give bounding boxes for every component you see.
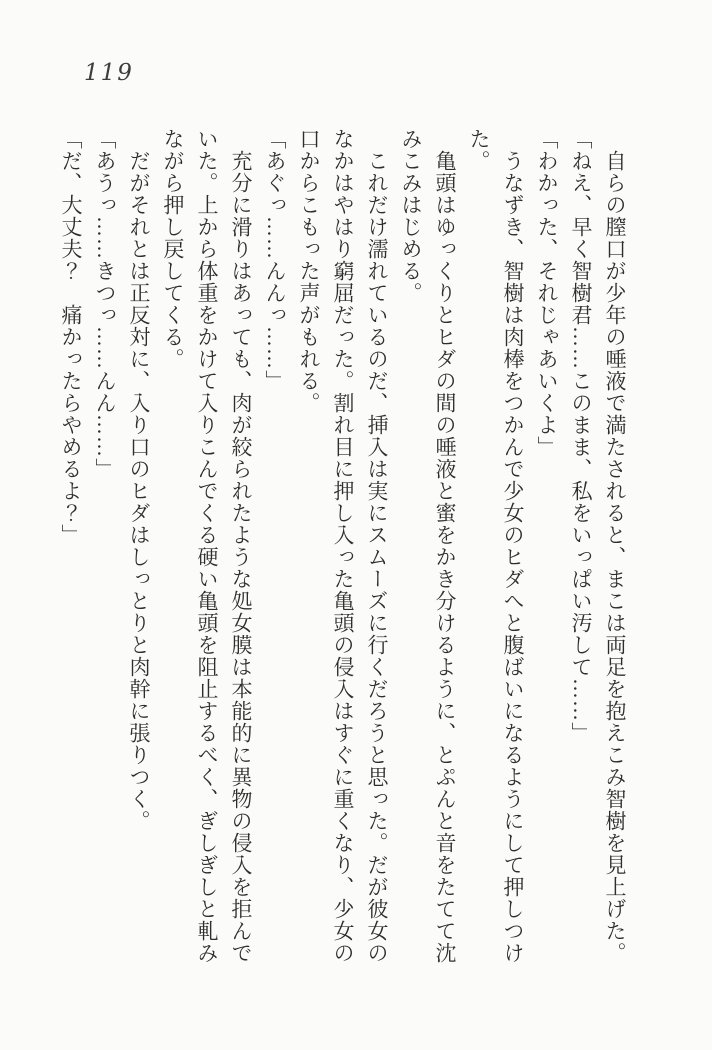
page-number: 119 bbox=[84, 60, 134, 86]
text-line: た。 bbox=[467, 128, 491, 172]
text-line: 「だ、大丈夫？ 痛かったらやめるよ？」 bbox=[59, 128, 83, 546]
text-line: 「わかった、それじゃあいくよ」 bbox=[535, 128, 559, 458]
text-line: 口からこもった声がもれる。 bbox=[297, 128, 321, 414]
text-line: 亀頭はゆっくりとヒダの間の唾液と蜜をかき分けるように、とぷんと音をたてて沈 bbox=[433, 150, 457, 964]
text-line: 「あうっ……きつっ……んん……」 bbox=[93, 128, 117, 480]
text-line: ながら押し戻してくる。 bbox=[161, 128, 185, 370]
text-line: みこみはじめる。 bbox=[399, 128, 423, 304]
text-line: いた。上から体重をかけて入りこんでくる硬い亀頭を阻止するべく、ぎしぎしと軋み bbox=[195, 128, 219, 964]
text-line: うなずき、智樹は肉棒をつかんで少女のヒダへと腹ばいになるようにして押しつけ bbox=[501, 150, 525, 964]
text-line: なかはやはり窮屈だった。割れ目に押し入った亀頭の侵入はすぐに重くなり、少女の bbox=[331, 128, 355, 964]
text-line: これだけ濡れているのだ、挿入は実にスムーズに行くだろうと思った。だが彼女の bbox=[365, 150, 389, 964]
text-line: 充分に滑りはあっても、肉が絞られたような処女膜は本能的に異物の侵入を拒んで bbox=[229, 150, 253, 964]
text-line: 「あぐっ……んんっ……」 bbox=[263, 128, 287, 392]
vertical-text-block bbox=[54, 128, 632, 973]
text-line: だがそれとは正反対に、入り口のヒダはしっとりと肉幹に張りつく。 bbox=[127, 150, 151, 832]
text-line: 「ねえ、早く智樹君……このまま、私をいっぱい汚して……」 bbox=[569, 128, 593, 744]
text-line: 自らの膣口が少年の唾液で満たされると、まこは両足を抱えこみ智樹を見上げた。 bbox=[603, 150, 627, 964]
